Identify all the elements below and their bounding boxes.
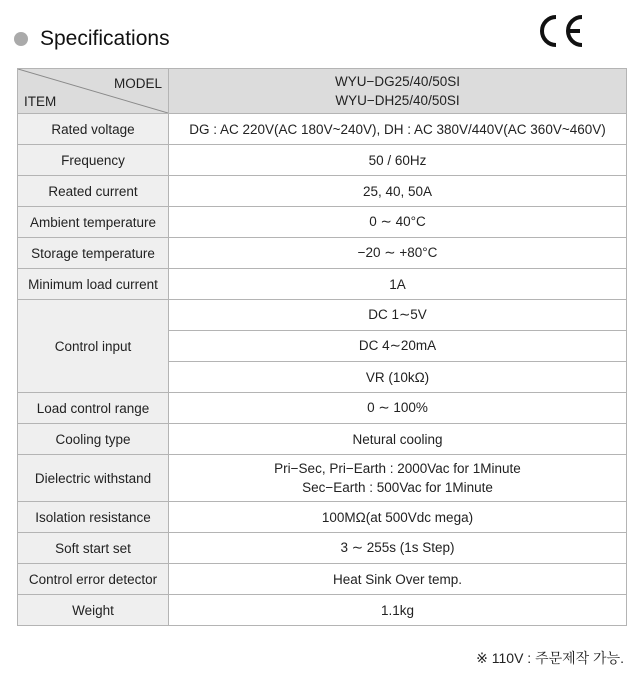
row-label: Frequency (18, 145, 169, 176)
row-label: Reated current (18, 176, 169, 207)
table-row (18, 455, 627, 502)
row-value: −20 ∼ +80°C (169, 238, 627, 269)
table-row (18, 595, 627, 626)
row-label: Dielectric withstand (18, 455, 169, 502)
model-name: WYU−DH25/40/50SI (335, 93, 460, 108)
footnote: ※ 110V : 주문제작 가능. (476, 650, 624, 666)
row-label: Cooling type (18, 424, 169, 455)
row-label: Ambient temperature (18, 207, 169, 238)
row-value: 100MΩ(at 500Vdc mega) (169, 502, 627, 533)
row-value: 50 / 60Hz (169, 145, 627, 176)
table-row (18, 393, 627, 424)
row-value: 3 ∼ 255s (1s Step) (169, 533, 627, 564)
row-value: DG : AC 220V(AC 180V~240V), DH : AC 380V/440V(AC 360V~460V) (169, 114, 627, 145)
page-title: Specifications (40, 27, 170, 50)
table-row (18, 238, 627, 269)
row-label: Weight (18, 595, 169, 626)
table-row (18, 424, 627, 455)
table-row (18, 300, 627, 331)
row-value: DC 1∼5V (169, 300, 627, 331)
row-value: VR (10kΩ) (169, 362, 627, 393)
table-row (18, 114, 627, 145)
row-value: Netural cooling (169, 424, 627, 455)
table-row (18, 564, 627, 595)
row-label: Control error detector (18, 564, 169, 595)
table-row (18, 269, 627, 300)
row-value: DC 4∼20mA (169, 331, 627, 362)
model-names-cell (169, 69, 627, 114)
bullet-icon (14, 32, 28, 46)
row-label: Control input (18, 300, 169, 393)
row-value: 25, 40, 50A (169, 176, 627, 207)
row-value-line: Pri−Sec, Pri−Earth : 2000Vac for 1Minute (274, 461, 521, 476)
row-value: 1A (169, 269, 627, 300)
row-label: Soft start set (18, 533, 169, 564)
row-value: Heat Sink Over temp. (169, 564, 627, 595)
model-name: WYU−DG25/40/50SI (335, 74, 460, 89)
spec-table (17, 68, 627, 626)
row-label: Isolation resistance (18, 502, 169, 533)
row-value (169, 455, 627, 502)
ce-mark-icon (536, 14, 586, 48)
row-value: 0 ∼ 40°C (169, 207, 627, 238)
row-label: Minimum load current (18, 269, 169, 300)
corner-cell (18, 69, 169, 114)
row-value-line: Sec−Earth : 500Vac for 1Minute (302, 480, 493, 495)
row-label: Storage temperature (18, 238, 169, 269)
table-row (18, 176, 627, 207)
row-value: 1.1kg (169, 595, 627, 626)
row-value: 0 ∼ 100% (169, 393, 627, 424)
row-label: Rated voltage (18, 114, 169, 145)
model-label: MODEL (113, 76, 162, 91)
table-row (18, 145, 627, 176)
table-row (18, 533, 627, 564)
item-label: ITEM (24, 94, 57, 109)
table-row (18, 502, 627, 533)
row-label: Load control range (18, 393, 169, 424)
section-header (14, 24, 170, 54)
table-header-row (18, 69, 627, 114)
table-row (18, 207, 627, 238)
